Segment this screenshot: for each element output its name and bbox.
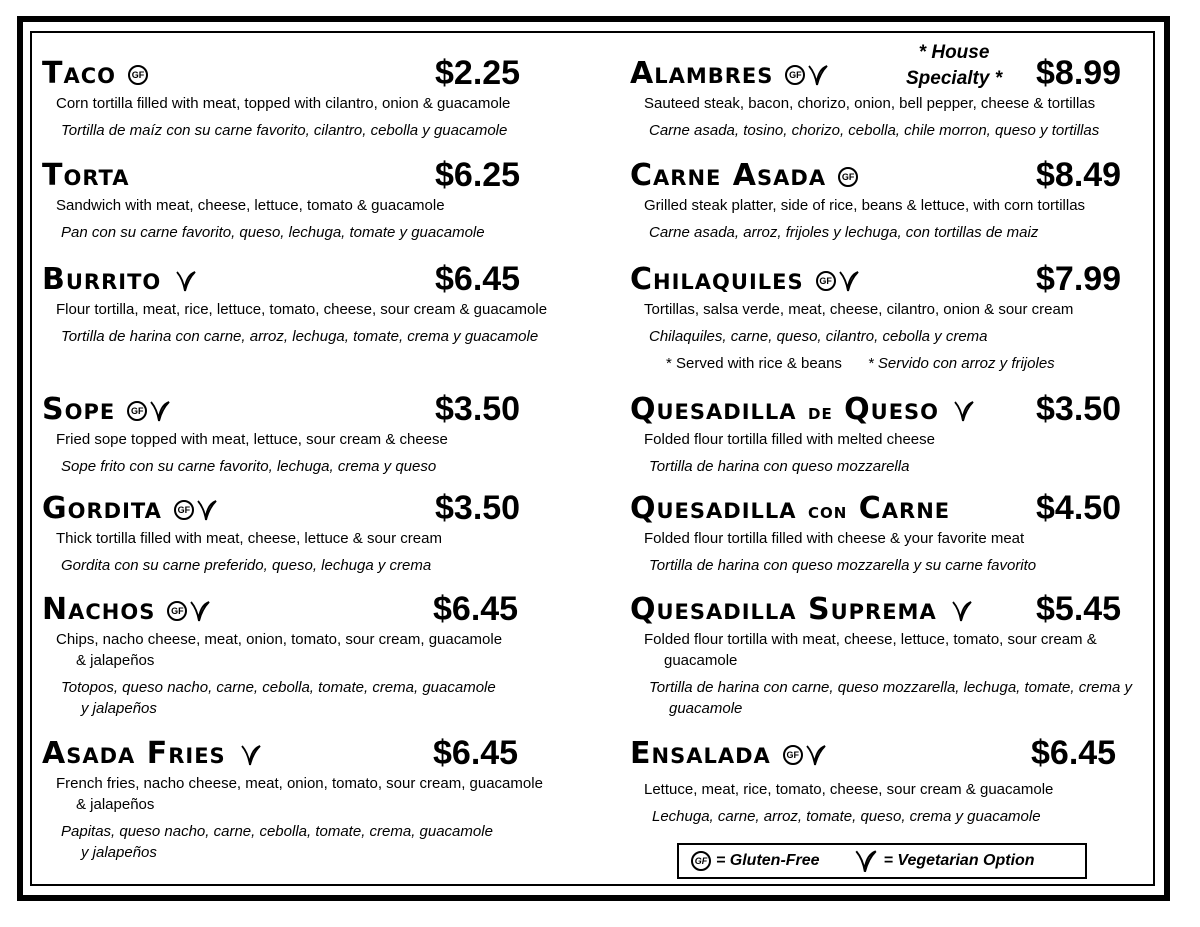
item-name: Gordita — [42, 491, 162, 526]
item-name: Chilaquiles — [630, 262, 804, 297]
item-translation: Gordita con su carne preferido, queso, lechuga y crema — [61, 557, 432, 574]
item-price: $6.45 — [435, 260, 521, 298]
legend-veg-label: = Vegetarian Option — [883, 852, 1035, 869]
item-price: $3.50 — [1036, 390, 1122, 428]
menu-item-alambres — [630, 55, 1160, 141]
item-translation: Carne asada, arroz, frijoles y lechuga, con tortillas de maiz — [649, 224, 1039, 241]
item-name: Asada Fries — [42, 736, 226, 771]
gluten-free-icon: GF — [167, 601, 187, 621]
vegetarian-leaf-icon — [149, 399, 171, 423]
menu-item-sope — [42, 391, 572, 477]
item-name: Quesadilla — [630, 491, 797, 526]
gluten-free-icon: GF — [174, 500, 194, 520]
item-name-end: Queso — [844, 392, 940, 427]
item-name: Ensalada — [630, 736, 771, 771]
menu-item-quesadilla-con-carne — [630, 490, 1160, 576]
vegetarian-leaf-icon — [240, 743, 262, 767]
item-name: Alambres — [630, 56, 774, 91]
item-translation: Chilaquiles, carne, queso, cilantro, cebolla y crema — [649, 328, 988, 345]
vegetarian-leaf-icon — [196, 498, 218, 522]
item-price: $6.45 — [1031, 734, 1117, 772]
vegetarian-leaf-icon — [807, 63, 829, 87]
item-translation: Lechuga, carne, arroz, tomate, queso, crema y guacamole — [652, 808, 1041, 825]
item-description: Tortillas, salsa verde, meat, cheese, cilantro, onion & sour cream — [644, 301, 1074, 318]
menu-item-quesadilla-suprema — [630, 591, 1160, 719]
gluten-free-icon: GF — [785, 65, 805, 85]
item-translation: Papitas, queso nacho, carne, cebolla, tomate, crema, guacamole y jalapeños — [61, 823, 493, 861]
item-description: Folded flour tortilla filled with melted cheese — [644, 431, 935, 448]
item-price: $3.50 — [435, 390, 521, 428]
item-price: $8.49 — [1036, 156, 1122, 194]
legend-box — [677, 843, 1087, 879]
item-name: Sope — [42, 392, 116, 427]
menu-item-asada-fries — [42, 735, 572, 863]
item-translation: Tortilla de harina con queso mozzarella — [649, 458, 910, 475]
gluten-free-icon: GF — [691, 851, 711, 871]
item-translation: Tortilla de harina con queso mozzarella y su carne favorito — [649, 557, 1037, 574]
menu-item-chilaquiles — [630, 261, 1160, 374]
menu-item-torta — [42, 157, 572, 243]
vegetarian-leaf-icon — [838, 269, 860, 293]
item-description: Fried sope topped with meat, lettuce, sour cream & cheese — [56, 431, 448, 448]
item-name: Taco — [42, 56, 116, 91]
item-name: Quesadilla Suprema — [630, 592, 937, 627]
gluten-free-icon: GF — [838, 167, 858, 187]
vegetarian-leaf-icon — [854, 848, 878, 874]
vegetarian-leaf-icon — [953, 399, 975, 423]
item-name: Carne Asada — [630, 158, 827, 193]
item-name-connector: de — [808, 400, 833, 425]
item-translation: Totopos, queso nacho, carne, cebolla, tomate, crema, guacamole y jalapeños — [61, 679, 496, 717]
gluten-free-icon: GF — [783, 745, 803, 765]
served-with-note: * Served with rice & beans * Servido con arroz y frijoles — [666, 355, 1055, 372]
vegetarian-leaf-icon — [189, 599, 211, 623]
item-description: Grilled steak platter, side of rice, beans & lettuce, with corn tortillas — [644, 197, 1086, 214]
item-name: Quesadilla — [630, 392, 797, 427]
item-description: Folded flour tortilla filled with cheese & your favorite meat — [644, 530, 1025, 547]
item-name-connector: con — [808, 499, 848, 524]
item-price: $6.45 — [433, 734, 519, 772]
legend-gf-label: = Gluten-Free — [716, 852, 820, 869]
item-name-end: Carne — [858, 491, 951, 526]
house-specialty-note: * House Specialty * — [906, 42, 1003, 89]
menu-item-burrito — [42, 261, 572, 347]
gluten-free-icon: GF — [128, 65, 148, 85]
item-translation: Tortilla de harina con carne, queso mozzarella, lechuga, tomate, crema y guacamole — [649, 679, 1133, 717]
item-price: $4.50 — [1036, 489, 1122, 527]
item-translation: Sope frito con su carne favorito, lechuga, crema y queso — [61, 458, 437, 475]
vegetarian-leaf-icon — [175, 269, 197, 293]
vegetarian-leaf-icon — [805, 743, 827, 767]
item-translation: Tortilla de maíz con su carne favorito, cilantro, cebolla y guacamole — [61, 122, 508, 139]
item-description: Lettuce, meat, rice, tomato, cheese, sour cream & guacamole — [644, 781, 1054, 798]
item-price: $7.99 — [1036, 260, 1122, 298]
menu-item-gordita — [42, 490, 572, 576]
item-translation: Carne asada, tosino, chorizo, cebolla, chile morron, queso y tortillas — [649, 122, 1100, 139]
menu-item-taco — [42, 55, 572, 141]
item-translation: Pan con su carne favorito, queso, lechuga, tomate y guacamole — [61, 224, 485, 241]
item-description: Corn tortilla filled with meat, topped with cilantro, onion & guacamole — [56, 95, 511, 112]
gluten-free-icon: GF — [816, 271, 836, 291]
item-name: Burrito — [42, 262, 162, 297]
item-description: Chips, nacho cheese, meat, onion, tomato, sour cream, guacamole & jalapeños — [56, 631, 503, 669]
menu-item-ensalada — [630, 735, 1160, 827]
menu-item-nachos — [42, 591, 572, 719]
item-description: Sandwich with meat, cheese, lettuce, tomato & guacamole — [56, 197, 445, 214]
item-description: Thick tortilla filled with meat, cheese, lettuce & sour cream — [56, 530, 442, 547]
item-price: $2.25 — [435, 54, 521, 92]
vegetarian-leaf-icon — [951, 599, 973, 623]
item-price: $6.45 — [433, 590, 519, 628]
item-price: $3.50 — [435, 489, 521, 527]
item-price: $6.25 — [435, 156, 521, 194]
item-name: Nachos — [42, 592, 156, 627]
item-translation: Tortilla de harina con carne, arroz, lechuga, tomate, crema y guacamole — [61, 328, 539, 345]
item-description: Sauteed steak, bacon, chorizo, onion, bell pepper, cheese & tortillas — [644, 95, 1096, 112]
item-price: $8.99 — [1036, 54, 1122, 92]
item-price: $5.45 — [1036, 590, 1122, 628]
item-description: Folded flour tortilla with meat, cheese, lettuce, tomato, sour cream & guacamole — [644, 631, 1097, 669]
item-description: Flour tortilla, meat, rice, lettuce, tomato, cheese, sour cream & guacamole — [56, 301, 548, 318]
menu-item-carne-asada — [630, 157, 1160, 243]
menu-item-quesadilla-de-queso — [630, 391, 1160, 477]
gluten-free-icon: GF — [127, 401, 147, 421]
item-name: Torta — [42, 158, 130, 193]
item-description: French fries, nacho cheese, meat, onion, tomato, sour cream, guacamole & jalapeños — [56, 775, 543, 813]
